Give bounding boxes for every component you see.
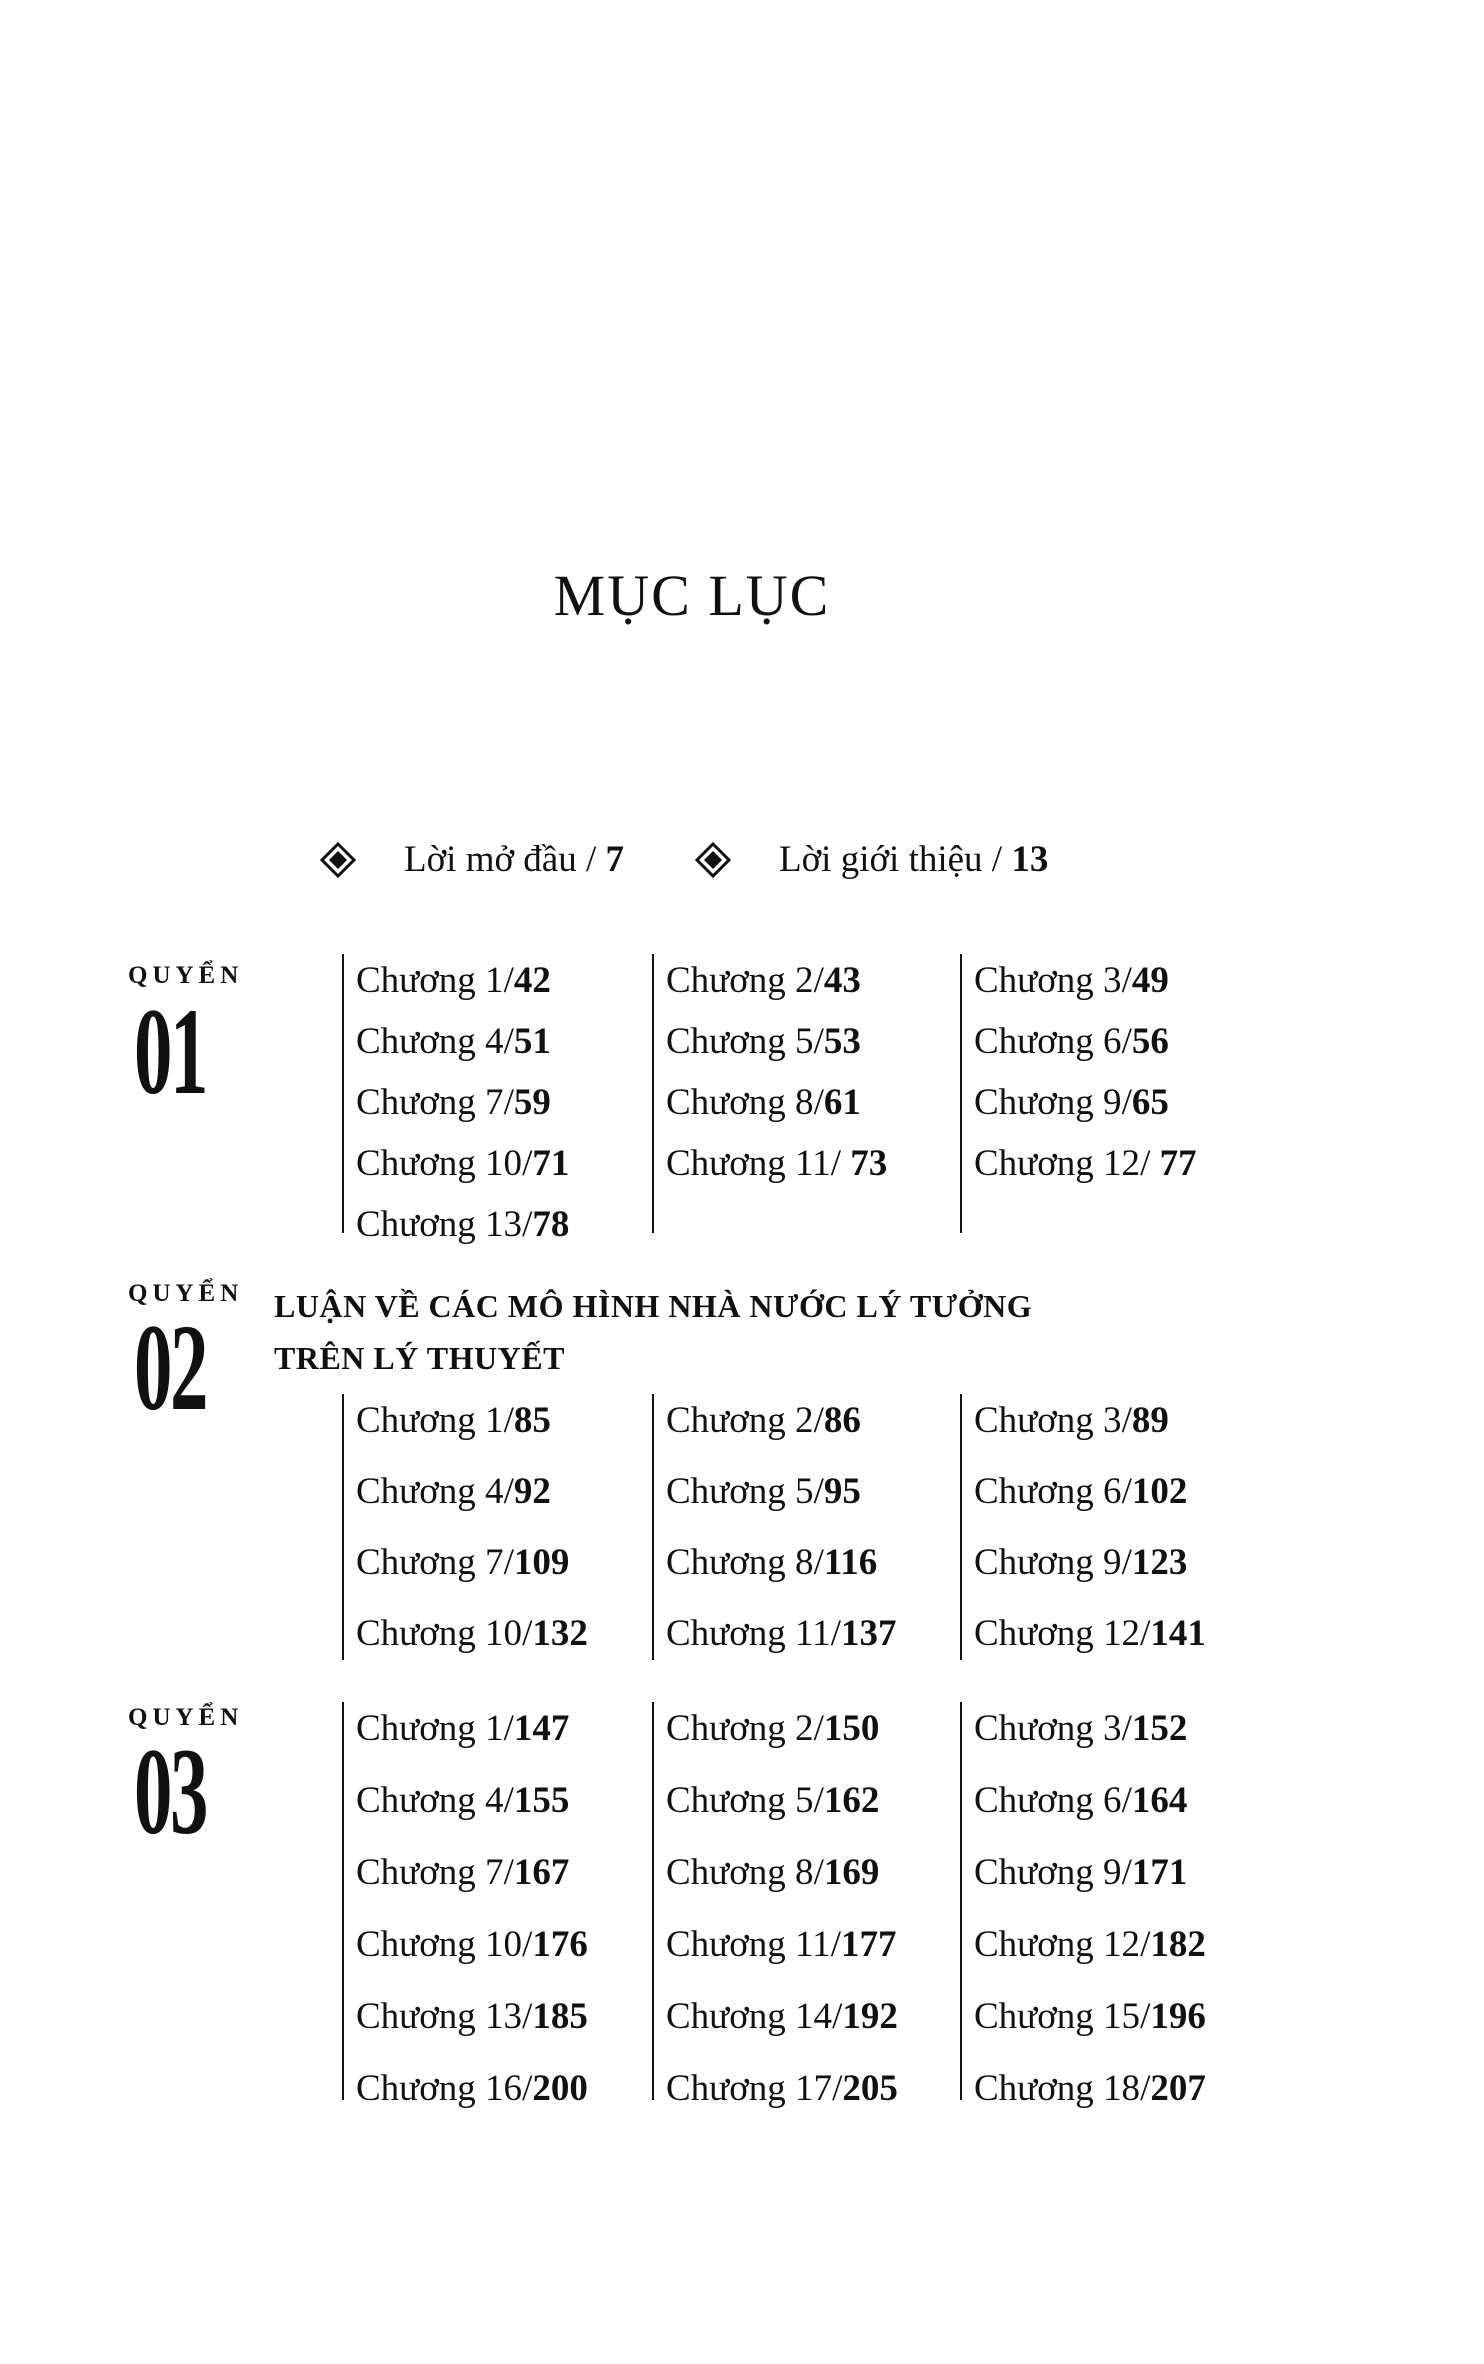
chapter-entry[interactable]: Chương 9/65 (974, 1082, 1169, 1123)
chapter-columns (342, 1702, 1260, 2109)
chapter-entry[interactable]: Chương 3/49 (974, 960, 1169, 1001)
chapter-entry[interactable]: Chương 6/102 (974, 1471, 1188, 1512)
chapter-label: Chương 2 (666, 1400, 814, 1441)
chapter-entry[interactable]: Chương 8/169 (666, 1852, 880, 1893)
chapter-page: 53 (823, 1021, 861, 1062)
chapter-label: Chương 7 (356, 1082, 504, 1123)
chapter-label: Chương 1 (356, 1708, 504, 1749)
chapter-label: Chương 12 (974, 1143, 1141, 1184)
chapter-page: 123 (1131, 1542, 1188, 1583)
chapter-column (960, 1702, 1260, 2109)
chapter-entry[interactable]: Chương 5/53 (666, 1021, 861, 1062)
chapter-page: 167 (513, 1852, 570, 1893)
chapter-page: 162 (823, 1780, 880, 1821)
chapter-entry[interactable]: Chương 7/109 (356, 1542, 570, 1583)
chapter-page: 71 (532, 1143, 570, 1184)
chapter-label: Chương 13 (356, 1996, 523, 2037)
chapter-page: 92 (513, 1471, 551, 1512)
chapter-page: 78 (532, 1204, 570, 1245)
chapter-page: 171 (1131, 1852, 1188, 1893)
volume-number: 02 (134, 1299, 206, 1436)
chapter-entry[interactable]: Chương 7/59 (356, 1082, 551, 1123)
chapter-label: Chương 8 (666, 1082, 814, 1123)
chapter-page: 176 (532, 1924, 588, 1965)
chapter-page: 95 (823, 1471, 861, 1512)
chapter-column (960, 1394, 1260, 1660)
chapter-entry[interactable]: Chương 2/150 (666, 1708, 880, 1749)
chapter-label: Chương 17 (666, 2068, 833, 2109)
chapter-page: 56 (1131, 1021, 1169, 1062)
chapter-label: Chương 3 (974, 1708, 1122, 1749)
chapter-column (652, 954, 960, 1233)
chapter-entry[interactable]: Chương 14/192 (666, 1996, 898, 2037)
chapter-page: 89 (1131, 1400, 1169, 1441)
chapter-entry[interactable]: Chương 4/92 (356, 1471, 551, 1512)
volume-label: QUYỂN (128, 1704, 244, 1731)
volume-label: QUYỂN (128, 1280, 244, 1307)
chapter-entry[interactable]: Chương 7/167 (356, 1852, 570, 1893)
chapter-page: 182 (1150, 1924, 1206, 1965)
chapter-label: Chương 13 (356, 1204, 523, 1245)
volume-number: 01 (134, 983, 206, 1120)
chapter-entry[interactable]: Chương 4/155 (356, 1780, 570, 1821)
chapter-entry[interactable]: Chương 9/123 (974, 1542, 1188, 1583)
chapter-page: 61 (823, 1082, 861, 1123)
intro-label: Lời giới thiệu / 13 (779, 839, 1049, 880)
chapter-entry[interactable]: Chương 6/164 (974, 1780, 1188, 1821)
chapter-entry[interactable]: Chương 11/177 (666, 1924, 897, 1965)
chapter-label: Chương 11 (666, 1924, 831, 1965)
chapter-label: Chương 10 (356, 1613, 523, 1654)
chapter-label: Chương 9 (974, 1542, 1122, 1583)
intro-item-introduction[interactable] (695, 838, 1048, 881)
chapter-label: Chương 12 (974, 1613, 1141, 1654)
chapter-entry[interactable]: Chương 11/137 (666, 1613, 897, 1654)
chapter-entry[interactable]: Chương 1/42 (356, 960, 551, 1001)
chapter-page: 147 (513, 1708, 570, 1749)
chapter-label: Chương 3 (974, 1400, 1122, 1441)
chapter-entry[interactable]: Chương 1/85 (356, 1400, 551, 1441)
intro-item-preface[interactable] (320, 838, 624, 881)
chapter-columns (342, 1394, 1260, 1660)
chapter-label: Chương 16 (356, 2068, 523, 2109)
chapter-column (342, 1702, 652, 2109)
chapter-page: 85 (513, 1400, 551, 1441)
volume-title (274, 1280, 1032, 1384)
intro-row (320, 838, 1220, 898)
chapter-label: Chương 2 (666, 960, 814, 1001)
chapter-label: Chương 7 (356, 1852, 504, 1893)
chapter-entry[interactable]: Chương 4/51 (356, 1021, 551, 1062)
chapter-column (342, 954, 652, 1245)
chapter-page: 152 (1131, 1708, 1188, 1749)
chapter-entry[interactable]: Chương 13/78 (356, 1204, 570, 1245)
chapter-entry[interactable]: Chương 13/185 (356, 1996, 588, 2037)
chapter-entry[interactable]: Chương 10/176 (356, 1924, 588, 1965)
chapter-page: 164 (1131, 1780, 1188, 1821)
diamond-icon (695, 842, 731, 878)
chapter-entry[interactable]: Chương 12/ 77 (974, 1143, 1197, 1184)
chapter-label: Chương 4 (356, 1021, 504, 1062)
chapter-entry[interactable]: Chương 6/56 (974, 1021, 1169, 1062)
chapter-label: Chương 11 (666, 1613, 831, 1654)
chapter-page: 65 (1131, 1082, 1169, 1123)
chapter-page: 102 (1131, 1471, 1188, 1512)
chapter-label: Chương 10 (356, 1143, 523, 1184)
chapter-page: 132 (532, 1613, 588, 1654)
chapter-page: 150 (823, 1708, 880, 1749)
volume-title-line: LUẬN VỀ CÁC MÔ HÌNH NHÀ NƯỚC LÝ TƯỞNG (274, 1288, 1033, 1324)
chapter-label: Chương 6 (974, 1780, 1122, 1821)
intro-label: Lời mở đầu / 7 (404, 839, 624, 880)
chapter-page: 155 (513, 1780, 570, 1821)
chapter-page: 116 (823, 1542, 878, 1583)
chapter-label: Chương 6 (974, 1471, 1122, 1512)
chapter-entry[interactable]: Chương 3/152 (974, 1708, 1188, 1749)
chapter-page: 43 (823, 960, 861, 1001)
page-title: MỤC LỤC (553, 563, 831, 628)
chapter-page: 59 (513, 1082, 551, 1123)
chapter-label: Chương 14 (666, 1996, 833, 2037)
chapter-column (652, 1394, 960, 1660)
chapter-label: Chương 8 (666, 1852, 814, 1893)
chapter-label: Chương 12 (974, 1924, 1141, 1965)
chapter-label: Chương 7 (356, 1542, 504, 1583)
chapter-entry[interactable]: Chương 15/196 (974, 1996, 1206, 2037)
chapter-column (960, 954, 1260, 1233)
chapter-entry[interactable]: Chương 5/162 (666, 1780, 880, 1821)
chapter-label: Chương 18 (974, 2068, 1141, 2109)
chapter-page: 109 (513, 1542, 570, 1583)
chapter-label: Chương 6 (974, 1021, 1122, 1062)
chapter-page: 207 (1150, 2068, 1206, 2109)
volume-label: QUYỂN (128, 962, 244, 989)
chapter-label: Chương 9 (974, 1082, 1122, 1123)
chapter-entry[interactable]: Chương 17/205 (666, 2068, 898, 2109)
chapter-label: Chương 1 (356, 1400, 504, 1441)
chapter-label: Chương 4 (356, 1780, 504, 1821)
volume-number: 03 (134, 1723, 206, 1860)
chapter-entry[interactable]: Chương 3/89 (974, 1400, 1169, 1441)
chapter-entry[interactable]: Chương 5/95 (666, 1471, 861, 1512)
chapter-page: 137 (840, 1613, 897, 1654)
chapter-label: Chương 4 (356, 1471, 504, 1512)
chapter-entry[interactable]: Chương 10/132 (356, 1613, 588, 1654)
chapter-label: Chương 11 (666, 1143, 831, 1184)
chapter-column (342, 1394, 652, 1660)
chapter-entry[interactable]: Chương 12/182 (974, 1924, 1206, 1965)
chapter-entry[interactable]: Chương 8/116 (666, 1542, 878, 1583)
chapter-page: 169 (823, 1852, 880, 1893)
chapter-page: 196 (1150, 1996, 1206, 2037)
chapter-entry[interactable]: Chương 18/207 (974, 2068, 1206, 2109)
chapter-page: 77 (1150, 1143, 1197, 1184)
chapter-entry[interactable]: Chương 8/61 (666, 1082, 861, 1123)
chapter-label: Chương 15 (974, 1996, 1141, 2037)
chapter-entry[interactable]: Chương 16/200 (356, 2068, 588, 2109)
chapter-entry[interactable]: Chương 2/43 (666, 960, 861, 1001)
chapter-label: Chương 5 (666, 1780, 814, 1821)
chapter-columns (342, 954, 1260, 1245)
chapter-page: 205 (842, 2068, 898, 2109)
chapter-page: 73 (840, 1143, 888, 1184)
chapter-entry[interactable]: Chương 11/ 73 (666, 1143, 888, 1184)
diamond-icon (320, 842, 356, 878)
chapter-column (652, 1702, 960, 2109)
chapter-label: Chương 8 (666, 1542, 814, 1583)
chapter-entry[interactable]: Chương 10/71 (356, 1143, 570, 1184)
chapter-page: 42 (513, 960, 551, 1001)
chapter-page: 200 (532, 2068, 588, 2109)
chapter-label: Chương 3 (974, 960, 1122, 1001)
chapter-label: Chương 5 (666, 1471, 814, 1512)
chapter-label: Chương 1 (356, 960, 504, 1001)
chapter-page: 192 (842, 1996, 898, 2037)
intro-page: 13 (1011, 839, 1049, 880)
chapter-entry[interactable]: Chương 9/171 (974, 1852, 1188, 1893)
volume-title-line: TRÊN LÝ THUYẾT (274, 1340, 565, 1376)
chapter-label: Chương 5 (666, 1021, 814, 1062)
chapter-page: 86 (823, 1400, 861, 1441)
chapter-entry[interactable]: Chương 1/147 (356, 1708, 570, 1749)
chapter-entry[interactable]: Chương 2/86 (666, 1400, 861, 1441)
chapter-page: 49 (1131, 960, 1169, 1001)
intro-page: 7 (605, 839, 624, 880)
chapter-page: 185 (532, 1996, 588, 2037)
chapter-label: Chương 9 (974, 1852, 1122, 1893)
chapter-page: 51 (513, 1021, 551, 1062)
chapter-page: 141 (1150, 1613, 1206, 1654)
chapter-label: Chương 2 (666, 1708, 814, 1749)
chapter-entry[interactable]: Chương 12/141 (974, 1613, 1206, 1654)
chapter-page: 177 (840, 1924, 897, 1965)
chapter-label: Chương 10 (356, 1924, 523, 1965)
